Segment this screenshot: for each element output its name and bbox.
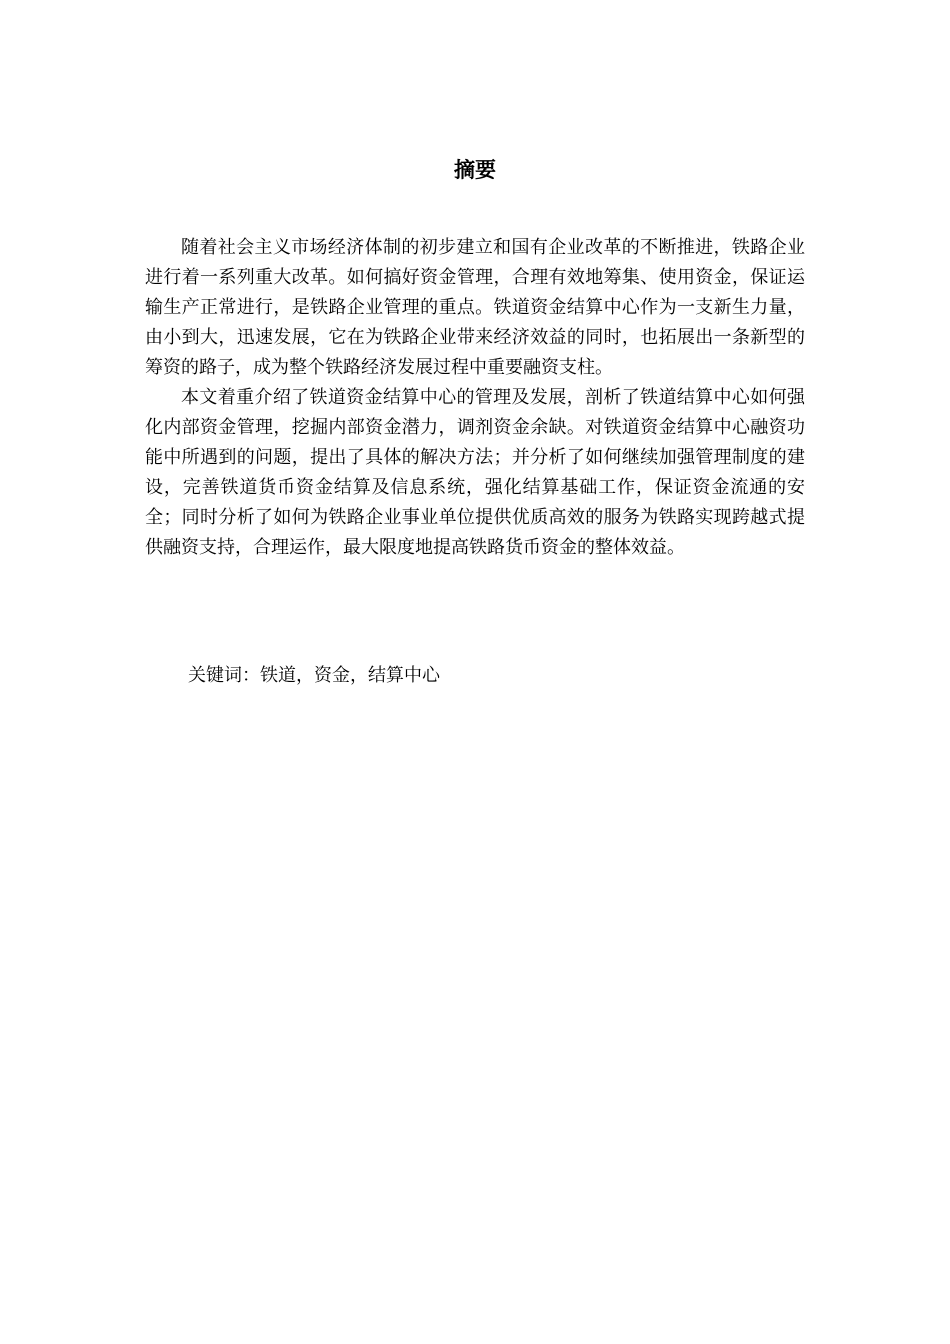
abstract-body [145, 233, 805, 563]
abstract-title: 摘要 [454, 158, 496, 182]
keywords-label: 关键词： [188, 665, 260, 686]
keywords-value: 铁道，资金，结算中心 [260, 665, 440, 686]
abstract-paragraph-1: 随着社会主义市场经济体制的初步建立和国有企业改革的不断推进，铁路企业进行着一系列重大改革。如何搞好资金管理，合理有效地筹集、使用资金，保证运输生产正常进行，是铁路企业管理的重点。铁道资金结算中心作为一支新生力量，由小到大，迅速发展，它在为铁路企业带来经济效益的同时，也拓展出一条新型的筹资的路子，成为整个铁路经济发展过程中重要融资支柱。 [145, 237, 805, 378]
keywords-line [188, 661, 440, 691]
abstract-paragraph-2: 本文着重介绍了铁道资金结算中心的管理及发展，剖析了铁道结算中心如何强化内部资金管理，挖掘内部资金潜力，调剂资金余缺。对铁道资金结算中心融资功能中所遇到的问题，提出了具体的解决方法；并分析了如何继续加强管理制度的建设，完善铁道货币资金结算及信息系统，强化结算基础工作，保证资金流通的安全；同时分析了如何为铁路企业事业单位提供优质高效的服务为铁路实现跨越式提供融资支持，合理运作，最大限度地提高铁路货币资金的整体效益。 [145, 387, 805, 558]
